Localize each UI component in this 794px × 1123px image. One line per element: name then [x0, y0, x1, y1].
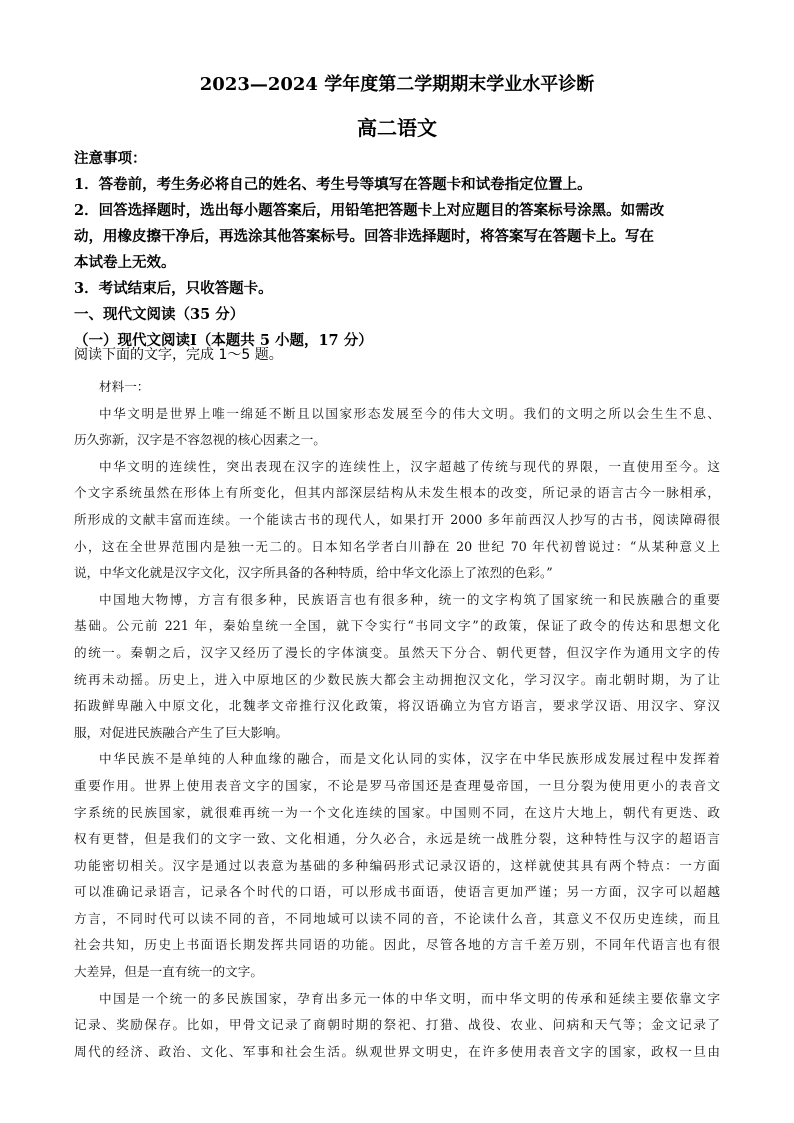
notice-item-1: 1．答卷前，考生务必将自己的姓名、考生号等填写在答题卡和试卷指定位置上。 [74, 176, 592, 193]
passage-line: 历久弥新，汉字是不容忽视的核心因素之一。 [74, 432, 326, 448]
passage-line: 权有更替，但是我们的文字一致、文化相通，分久必合，永远是统一战胜分裂，这种特性与汉字的超语言 [74, 831, 720, 847]
notice-item-2-line-1: 2．回答选择题时，选出每小题答案后，用铅笔把答题卡上对应题目的答案标号涂黑。如需改 [74, 202, 665, 219]
reading-instruction: 阅读下面的文字，完成 1～5 题。 [74, 347, 283, 363]
passage-line: 中华文明的连续性，突出表现在汉字的连续性上，汉字超越了传统与现代的界限，一直使用至今。这 [99, 458, 720, 474]
passage-line: 记录、奖励保存。比如，甲骨文记录了商朝时期的祭祀、打猎、战役、农业、问病和天气等；金文记录了 [74, 1017, 720, 1033]
passage-line: 个文字系统虽然在形体上有所变化，但其内部深层结构从未发生根本的改变，所记录的语言古今一脉相承， [74, 485, 720, 501]
passage-line: 功能密切相关。汉字是通过以表意为基础的多种编码形式记录汉语的，这样就使其具有两个特点：一方面 [74, 857, 720, 873]
passage-line: 小，这在全世界范围内是独一无二的。日本知名学者白川静在 20 世纪 70 年代初曾说过：“从某种意义上 [74, 538, 720, 554]
passage-line: 所形成的文献丰富而连续。一个能读古书的现代人，如果打开 2000 多年前西汉人抄写的古书，阅读障碍很 [74, 511, 720, 527]
exam-subject: 高二语文 [357, 116, 437, 140]
passage-line: 中华民族不是单纯的人种血缘的融合，而是文化认同的实体，汉字在中华民族形成发展过程中发挥着 [99, 751, 720, 767]
passage-line: 字系统的民族国家，就很难再统一为一个文化连续的国家。中国则不同，在这片大地上，朝代有更迭、政 [74, 804, 720, 820]
passage-line: 重要作用。世界上使用表音文字的国家，不论是罗马帝国还是查理曼帝国，一旦分裂为使用更小的表音文 [74, 777, 720, 793]
passage-line: 拓跋鲜卑融入中原文化，北魏孝文帝推行汉化政策，将汉语确立为官方语言，要求学汉语、用汉字、穿汉 [74, 698, 720, 714]
notice-item-3: 3．考试结束后，只收答题卡。 [74, 280, 273, 297]
material-label: 材料一： [99, 379, 150, 394]
passage-line: 社会共知，历史上书面语长期发挥共同语的功能。因此，尽管各地的方言千差万别，不同年代语言也有很 [74, 937, 720, 953]
passage-line: 周代的经济、政治、文化、军事和社会生活。纵观世界文明史，在许多使用表音文字的国家，政权一旦由 [74, 1043, 720, 1059]
reading-passage [74, 374, 720, 1065]
notice-item-2-line-3: 本试卷上无效。 [74, 254, 176, 271]
passage-line: 服，对促进民族融合产生了巨大影响。 [74, 724, 289, 740]
passage-line: 中国地大物博，方言有很多种，民族语言也有很多种，统一的文字构筑了国家统一和民族融合的重要 [99, 591, 720, 607]
notice-block [74, 146, 724, 354]
passage-line: 大差异，但是一直有统一的文字。 [74, 964, 263, 980]
passage-line: 说，中华文化就是汉字文化，汉字所具备的各种特质，给中华文化添上了浓烈的色彩。” [74, 565, 553, 581]
passage-line: 基础。公元前 221 年，秦始皇统一全国，就下令实行“书同文字”的政策，保证了政令的传达和思想文化 [74, 618, 720, 634]
passage-line: 统再未动摇。历史上，进入中原地区的少数民族大都会主动拥抱汉文化，学习汉字。南北朝时期，为了让 [74, 671, 720, 687]
passage-line: 中华文明是世界上唯一绵延不断且以国家形态发展至今的伟大文明。我们的文明之所以会生生不息、 [99, 405, 720, 421]
passage-line: 的统一。秦朝之后，汉字又经历了漫长的字体演变。虽然天下分合、朝代更替，但汉字作为通用文字的传 [74, 644, 720, 660]
passage-line: 方言，不同时代可以读不同的音，不同地域可以读不同的音，不论读什么音，其意义不仅历史连续，而且 [74, 910, 720, 926]
subsection-heading: （一）现代文阅读Ⅰ（本题共 5 小题，17 分） [74, 332, 373, 349]
notice-heading: 注意事项： [74, 150, 147, 167]
passage-line: 中国是一个统一的多民族国家，孕育出多元一体的中华文明，而中华文明的传承和延续主要依靠文字 [99, 990, 720, 1006]
section-heading: 一、现代文阅读（35 分） [74, 306, 245, 323]
exam-title: 2023—2024 学年度第二学期期末学业水平诊断 [199, 74, 595, 95]
notice-item-2-line-2: 动，用橡皮擦干净后，再选涂其他答案标号。回答非选择题时，将答案写在答题卡上。写在 [74, 228, 654, 245]
passage-line: 可以准确记录语言，记录各个时代的口语，可以形成书面语，使语言更加严谨；另一方面，汉字可以超越 [74, 884, 720, 900]
